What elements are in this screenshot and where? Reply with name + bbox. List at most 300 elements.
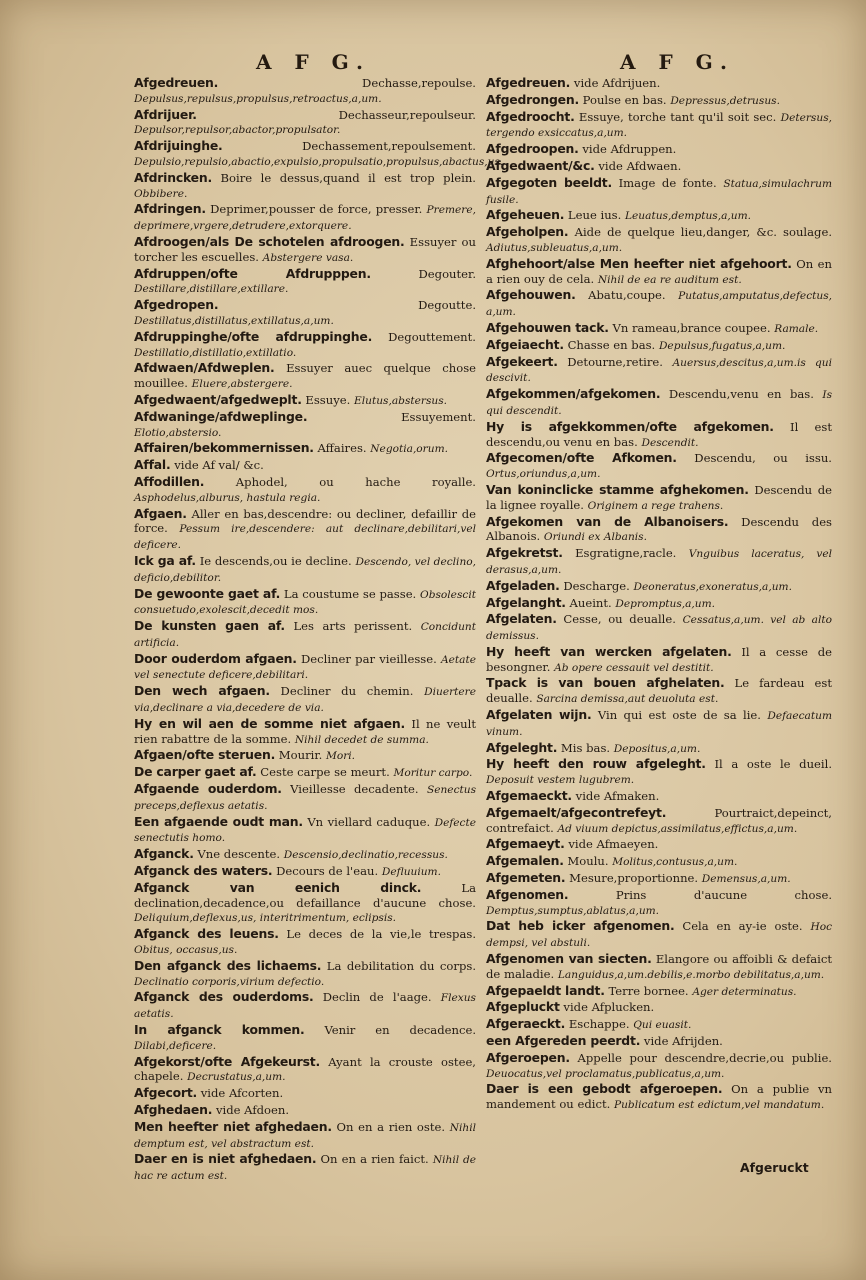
entry-french: On en a rien oste.: [336, 1119, 446, 1134]
entry-headword: Afgedwaent/afgedweplt.: [134, 391, 302, 407]
dictionary-entry: [134, 748, 476, 764]
dictionary-entry: [486, 676, 832, 707]
entry-headword: Den afganck des lichaems.: [134, 957, 322, 973]
entry-french: Image de fonte.: [618, 175, 717, 190]
entry-french: Mourir.: [278, 748, 323, 763]
entry-headword: Afgemeten.: [486, 870, 566, 886]
entry-french: Aueint.: [569, 595, 612, 610]
entry-french: Il ne veult rien rabattre de la somme.: [134, 716, 477, 746]
entry-headword: Afgedrongen.: [486, 91, 579, 107]
dictionary-entry: [134, 361, 476, 392]
entry-french: Aphodel, ou hache royalle.: [235, 474, 476, 489]
dictionary-entry: [486, 854, 832, 870]
entry-headword: Afgemaelt/afgecontrefeyt.: [486, 804, 667, 820]
entry-latin: Descendo, vel declino, deficio,debilitor.: [134, 555, 477, 584]
entry-latin: Vnguibus laceratus, vel derasus,a,um.: [486, 548, 833, 576]
dictionary-entry: [486, 645, 832, 676]
dictionary-entry: [486, 225, 832, 256]
dictionary-entry: [486, 579, 832, 595]
entry-french: Degouter.: [418, 266, 476, 281]
entry-headword: In afganck kommen.: [134, 1022, 305, 1038]
dictionary-entry: [486, 596, 832, 612]
dictionary-entry: [134, 959, 476, 990]
dictionary-entry: [486, 806, 832, 837]
entry-french: Degoutte.: [418, 298, 476, 313]
entry-french: Poulse en bas.: [582, 92, 667, 107]
entry-headword: Afgeholpen.: [486, 224, 569, 240]
entry-french: Eschappe.: [568, 1017, 630, 1032]
entry-headword: Afgelaten wijn.: [486, 707, 592, 723]
entry-french: Decours de l'eau.: [276, 864, 379, 879]
dictionary-entry: [134, 108, 476, 139]
entry-headword: Afgenomen.: [486, 886, 569, 902]
entry-headword: Men heefter niet afghedaen.: [134, 1118, 332, 1134]
entry-headword: De gewoonte gaet af.: [134, 585, 281, 601]
entry-french: Ceste carpe se meurt.: [260, 765, 390, 780]
dictionary-entry: [134, 554, 476, 586]
entry-headword: Afgegoten beeldt.: [486, 174, 613, 190]
dictionary-entry: [134, 441, 476, 457]
dictionary-entry: [134, 330, 476, 361]
dictionary-entry: [134, 267, 476, 298]
entry-french: Chasse en bas.: [567, 337, 656, 352]
entry-headword: Afgelaten.: [486, 611, 557, 627]
entry-french: Leue ius.: [567, 208, 622, 223]
entry-french: Decliner par vieillesse.: [301, 651, 437, 666]
entry-headword: Afgedroopen.: [486, 141, 579, 157]
entry-french: Elangore ou affoibli & defaict de maladie.: [486, 952, 833, 981]
entry-headword: De kunsten gaen af.: [134, 618, 285, 634]
entry-latin: Putatus,amputatus,defectus, a,um.: [486, 290, 833, 319]
dictionary-entry: [134, 782, 476, 814]
entry-french: On en a rien ouy de cela.: [486, 256, 832, 286]
entry-latin: Asphodelus,alburus, hastula regia.: [134, 491, 321, 504]
entry-latin: Sarcina demissa,aut deuoluta est.: [536, 693, 719, 706]
dictionary-entry: [486, 93, 832, 109]
entry-latin: Destillatus,distillatus,extillatus,a,um.: [134, 314, 334, 327]
entry-french: Vin qui est oste de sa lie.: [597, 708, 761, 723]
entry-headword: Den wech afgaen.: [134, 683, 270, 699]
entry-french: Essuyer auec quelque chose mouillee.: [134, 361, 477, 391]
entry-headword: Afganck van eenich dinck.: [134, 879, 422, 895]
entry-latin: Declinatio corporis,virium defectio.: [134, 975, 325, 988]
entry-latin: Senectus preceps,deflexus aetatis.: [134, 784, 477, 812]
entry-latin: Aetate vel senectute deficere,debilitari.: [134, 653, 477, 682]
entry-latin: Destillatio,distillatio,extillatio.: [134, 346, 297, 359]
dictionary-entry: [486, 1034, 832, 1050]
entry-headword: Afgedropen.: [134, 297, 219, 313]
entry-french: Boire le dessus,quand il est trop plein.: [220, 170, 476, 185]
entry-french: Descendu,venu en bas.: [668, 387, 814, 402]
entry-french: Il a cesse de besongner.: [486, 644, 832, 674]
entry-headword: Afgedreuen.: [134, 75, 219, 90]
entry-headword: Afganck des waters.: [134, 863, 273, 879]
entry-french: Deprimer,pousser de force, presser.: [210, 202, 423, 217]
entry-latin: Elotio,abstersio.: [134, 426, 222, 439]
dictionary-entry: [486, 757, 832, 788]
dictionary-entry: [486, 708, 832, 740]
entry-latin: Depressus,detrusus.: [670, 94, 780, 107]
entry-latin: Defecte senectutis homo.: [134, 816, 477, 845]
dictionary-entry: [134, 1152, 476, 1184]
dictionary-entry: [486, 451, 832, 482]
entry-latin: Nihil de ea re auditum est.: [597, 273, 742, 286]
entry-french: Il est descendu,ou venu en bas.: [486, 419, 833, 449]
dictionary-entry: [134, 298, 476, 329]
dictionary-entry: [486, 176, 832, 208]
dictionary-entry: [486, 1000, 832, 1016]
entry-latin: Publicatum est edictum,vel mandatum.: [613, 1099, 825, 1112]
entry-french: Vieillesse decadente.: [290, 782, 419, 797]
dictionary-entry: [486, 919, 832, 951]
entry-latin: Diuertere via,declinare a via,decedere de via.: [134, 686, 477, 715]
entry-latin: Leuatus,demptus,a,um.: [625, 210, 752, 223]
entry-latin: Depulsor,repulsor,abactor,propulsator.: [134, 124, 341, 137]
entry-headword: Daer is een gebodt afgeroepen.: [486, 1081, 723, 1097]
entry-latin: Cessatus,a,um. vel ab alto demissus.: [486, 614, 833, 643]
dictionary-entry: [486, 515, 832, 546]
entry-french: Aide de quelque lieu,danger, &c. soulage.: [574, 225, 833, 240]
dictionary-entry: [134, 202, 476, 234]
entry-headword: Afgepluckt: [486, 999, 560, 1015]
entry-french: Terre bornee.: [608, 983, 689, 998]
entry-french: Essuyement.: [401, 409, 476, 424]
dictionary-entry: [134, 1055, 476, 1086]
entry-french: Esgratigne,racle.: [575, 546, 677, 561]
entry-headword: Afgeiaecht.: [486, 336, 564, 352]
dictionary-entry: [486, 1082, 832, 1113]
entry-french: Degouttement.: [388, 329, 476, 344]
entry-headword: Afgaen/ofte steruen.: [134, 747, 276, 763]
dictionary-entry: [486, 288, 832, 320]
entry-headword: Hy heeft van wercken afgelaten.: [486, 643, 732, 659]
entry-french: La coustume se passe.: [283, 586, 417, 601]
entry-headword: Afgeroepen.: [486, 1049, 570, 1065]
entry-headword: Affairen/bekommernissen.: [134, 440, 314, 456]
right-column: [486, 76, 832, 1114]
entry-latin: Deposuit vestem lugubrem.: [486, 774, 635, 787]
entry-headword: Afgekretst.: [486, 545, 563, 561]
entry-french: Le fardeau est deualle.: [486, 676, 832, 706]
entry-headword: Afgekommen/afgekomen.: [486, 386, 661, 402]
dictionary-entry: [486, 257, 832, 288]
entry-headword: Afdroogen/als De schotelen afdroogen.: [134, 233, 405, 249]
entry-latin: Moritur carpo.: [393, 767, 473, 780]
entry-headword: Afgemaeyt.: [486, 836, 565, 852]
entry-headword: Afganck.: [134, 846, 194, 862]
entry-french: vide Afdrijuen.: [573, 76, 661, 90]
entry-latin: Mori.: [325, 750, 356, 763]
dictionary-entry: [486, 952, 832, 983]
entry-headword: Affodillen.: [134, 473, 205, 489]
entry-headword: Van koninclicke stamme afghekomen.: [486, 481, 749, 497]
entry-latin: Nihil de hac re actum est.: [134, 1154, 477, 1183]
entry-french: Appelle pour descendre,decrie,ou publie.: [577, 1050, 832, 1065]
entry-french: Declin de l'aage.: [322, 990, 432, 1005]
entry-french: Cela en ay-ie oste.: [682, 919, 803, 934]
dictionary-entry: [486, 387, 832, 419]
entry-latin: Concidunt artificia.: [134, 621, 476, 649]
entry-headword: Afgepaeldt landt.: [486, 982, 605, 998]
entry-latin: Descensio,declinatio,recessus.: [283, 849, 448, 862]
dictionary-entry: [134, 458, 476, 474]
entry-latin: Auersus,descitus,a,um.is qui descivit.: [486, 356, 833, 385]
entry-headword: Afgelanght.: [486, 594, 566, 610]
entry-latin: Deuocatus,vel proclamatus,publicatus,a,um.: [486, 1067, 725, 1080]
entry-french: Decliner du chemin.: [280, 684, 414, 699]
entry-headword: Afgedreuen.: [486, 75, 571, 90]
entry-headword: Daer en is niet afghedaen.: [134, 1151, 317, 1167]
entry-headword: Door ouderdom afgaen.: [134, 650, 297, 666]
entry-headword: Affal.: [134, 457, 171, 473]
entry-french: On a publie vn mandement ou edict.: [486, 1082, 833, 1112]
entry-french: Il a oste le dueil.: [714, 757, 833, 772]
dictionary-entry: [134, 138, 504, 170]
entry-french: Moulu.: [567, 854, 609, 869]
entry-headword: Afgemaeckt.: [486, 788, 572, 804]
entry-headword: Afgemalen.: [486, 853, 564, 869]
entry-french: vide Afdoen.: [215, 1103, 290, 1117]
entry-french: vide Afcorten.: [200, 1086, 284, 1101]
entry-latin: Nihil decedet de summa.: [294, 733, 429, 746]
entry-latin: Detersus, tergendo exsiccatus,a,um.: [486, 111, 832, 140]
dictionary-entry: [486, 321, 832, 337]
entry-french: Pourtraict,depeinct, contrefaict.: [486, 805, 832, 835]
entry-latin: Depulsio,repulsio,abactio,expulsio,propulsatio,propulsus,abactus,us.: [134, 155, 504, 168]
dictionary-entry: [486, 338, 832, 354]
entry-french: Vn viellard caduque.: [307, 814, 431, 829]
entry-headword: Afgekomen van de Albanoisers.: [486, 513, 729, 529]
entry-headword: Afgeladen.: [486, 577, 560, 593]
entry-headword: Afgekorst/ofte Afgekeurst.: [134, 1053, 320, 1069]
entry-french: Ayant la crouste ostee, chapele.: [134, 1054, 476, 1084]
entry-headword: Afgeraeckt.: [486, 1016, 566, 1032]
entry-latin: Depositus,a,um.: [613, 742, 701, 755]
catchword: Afgeruckt: [740, 1160, 809, 1175]
entry-latin: Molitus,contusus,a,um.: [612, 856, 738, 869]
entry-latin: Negotia,orum.: [370, 443, 448, 456]
entry-french: vide Afdruppen.: [582, 142, 677, 157]
entry-headword: Afghehoort/alse Men heefter niet afgehoort.: [486, 255, 792, 271]
dictionary-entry: [134, 765, 476, 781]
left-column: [134, 75, 504, 1185]
dictionary-entry: [134, 990, 476, 1022]
entry-headword: Tpack is van bouen afghelaten.: [486, 675, 725, 691]
entry-french: Venir en decadence.: [324, 1023, 477, 1038]
entry-french: Prins d'aucune chose.: [615, 887, 832, 902]
entry-french: La debilitation du corps.: [326, 958, 477, 973]
dictionary-entry: [486, 1051, 832, 1082]
dictionary-entry: [134, 815, 476, 847]
entry-french: Descendu, ou issu.: [694, 451, 832, 466]
dictionary-entry: [486, 159, 832, 175]
entry-french: Essuyer ou torcher les escuelles.: [134, 234, 477, 264]
entry-headword: Afgaende ouderdom.: [134, 781, 282, 797]
entry-headword: Hy en wil aen de somme niet afgaen.: [134, 715, 405, 731]
dictionary-entry: [134, 864, 476, 880]
entry-french: Descharge.: [563, 578, 630, 593]
dictionary-entry: [486, 1017, 832, 1033]
entry-headword: Afdrijuinghe.: [134, 138, 223, 154]
dictionary-entry: [134, 881, 476, 926]
entry-headword: Dat heb icker afgenomen.: [486, 918, 675, 934]
entry-latin: Flexus aetatis.: [134, 992, 476, 1021]
entry-french: Essuye, torche tant qu'il soit sec.: [578, 109, 777, 124]
dictionary-entry: [134, 507, 476, 553]
dictionary-entry: [486, 984, 832, 1000]
dictionary-entry: [486, 420, 832, 451]
entry-headword: De carper gaet af.: [134, 764, 257, 780]
dictionary-entry: [134, 847, 476, 863]
entry-french: Mis bas.: [560, 740, 611, 755]
entry-headword: Afdruppen/ofte Afdrupppen.: [134, 265, 371, 281]
running-head-right: A F G.: [620, 50, 735, 74]
entry-french: vide Afmaken.: [575, 789, 660, 804]
entry-latin: Nihil demptum est, vel abstractum est.: [134, 1121, 476, 1150]
entry-headword: Afgehouwen tack.: [486, 319, 609, 335]
dictionary-entry: [486, 837, 832, 853]
dictionary-entry: [486, 871, 832, 887]
entry-french: Abatu,coupe.: [588, 288, 666, 303]
dictionary-entry: [134, 171, 476, 202]
entry-headword: Afgecomen/ofte Afkomen.: [486, 450, 677, 466]
entry-latin: Ortus,oriundus,a,um.: [486, 468, 601, 481]
entry-latin: Dilabi,deficere.: [134, 1039, 217, 1052]
entry-latin: Depulsus,fugatus,a,um.: [658, 339, 786, 352]
dictionary-entry: [486, 741, 832, 757]
entry-latin: Defaecatum vinum.: [486, 710, 833, 738]
entry-latin: Demensus,a,um.: [701, 873, 791, 886]
entry-french: Cesse, ou deualle.: [563, 612, 676, 627]
entry-headword: Afdwaen/Afdweplen.: [134, 360, 275, 376]
entry-latin: Languidus,a,um.debilis,e.morbo debilitatus,a,um.: [557, 968, 825, 981]
entry-french: vide Afrijden.: [643, 1034, 723, 1049]
entry-latin: Deoneratus,exoneratus,a,um.: [633, 580, 792, 593]
dictionary-entry: [134, 652, 476, 684]
entry-french: Detourne,retire.: [567, 354, 663, 369]
entry-headword: Hy is afgekkommen/ofte afgekomen.: [486, 418, 774, 434]
dictionary-entry: [134, 927, 476, 958]
running-head-left: A F G.: [256, 50, 371, 74]
entry-french: Dechassement,repoulsement.: [302, 139, 476, 154]
dictionary-entry: [134, 1086, 476, 1102]
entry-french: Mesure,proportionne.: [569, 871, 699, 886]
dictionary-entry: [134, 1023, 476, 1054]
entry-latin: Is qui descendit.: [486, 389, 833, 417]
dictionary-entry: [486, 483, 832, 514]
entry-latin: Decrustatus,a,um.: [187, 1071, 286, 1084]
dictionary-entry: [486, 789, 832, 805]
entry-headword: Afgehouwen.: [486, 287, 576, 303]
entry-latin: Eluere,abstergere.: [191, 378, 293, 391]
entry-latin: Ager determinatus.: [692, 985, 797, 998]
entry-french: Aller en bas,descendre: ou decliner, defaillir de force.: [134, 506, 476, 536]
entry-headword: Afgaen.: [134, 505, 187, 521]
entry-latin: Destillare,distillare,extillare.: [134, 283, 289, 296]
dictionary-entry: [486, 142, 832, 158]
entry-headword: Afdrincken.: [134, 169, 213, 185]
dictionary-entry: [486, 612, 832, 644]
dictionary-entry: [486, 355, 832, 387]
entry-latin: Defluuium.: [381, 866, 441, 879]
entry-headword: een Afgereden peerdt.: [486, 1033, 641, 1049]
entry-french: Ie descends,ou ie decline.: [199, 553, 352, 568]
entry-headword: Afghedaen.: [134, 1102, 213, 1117]
entry-latin: Ad viuum depictus,assimilatus,effictus,a,um.: [557, 822, 798, 835]
dictionary-entry: [486, 546, 832, 578]
entry-latin: Qui euasit.: [633, 1019, 692, 1032]
dictionary-entry: [134, 393, 476, 409]
dictionary-entry: [486, 110, 832, 142]
entry-headword: Een afgaende oudt man.: [134, 813, 303, 829]
dictionary-entry: [486, 76, 832, 92]
entry-latin: Adiutus,subleuatus,a,um.: [486, 241, 623, 254]
entry-headword: Afdrijuer.: [134, 106, 197, 122]
entry-french: vide Afmaeyen.: [568, 837, 659, 852]
entry-headword: Afdringen.: [134, 201, 206, 217]
entry-french: La declination,decadence,ou defaillance d'aucune chose.: [134, 880, 477, 910]
entry-headword: Afgenomen van siecten.: [486, 951, 652, 967]
entry-french: Vne descente.: [197, 847, 281, 862]
dictionary-entry: [134, 1103, 476, 1119]
dictionary-entry: [486, 888, 832, 919]
entry-french: Descendu de la lignee royalle.: [486, 482, 832, 512]
entry-french: vide Af val/ &c.: [174, 458, 264, 473]
dictionary-entry: [134, 619, 476, 651]
entry-latin: Demptus,sumptus,ablatus,a,um.: [486, 904, 660, 917]
entry-latin: Abstergere vasa.: [262, 251, 354, 264]
dictionary-entry: [134, 76, 476, 107]
dictionary-entry: [134, 475, 476, 506]
entry-latin: Obsolescit consuetudo,exolescit,decedit mos.: [134, 588, 476, 617]
entry-headword: Afdruppinghe/ofte afdruppinghe.: [134, 328, 373, 344]
entry-french: Dechasseur,repoulseur.: [338, 107, 476, 122]
entry-french: Dechasse,repoulse.: [362, 76, 476, 90]
entry-latin: Obitus, occasus,us.: [134, 944, 238, 957]
entry-headword: Afgekeert.: [486, 353, 558, 369]
dictionary-entry: [486, 208, 832, 224]
entry-latin: Depromptus,a,um.: [615, 597, 716, 610]
entry-french: Descendu des Albanois.: [486, 514, 832, 544]
entry-latin: Oriundi ex Albanis.: [543, 531, 647, 544]
entry-headword: Afgeheuen.: [486, 207, 565, 223]
entry-latin: Hoc dempsi, vel abstuli.: [486, 921, 833, 950]
entry-headword: Afgedroocht.: [486, 108, 575, 124]
entry-headword: Ick ga af.: [134, 552, 196, 568]
entry-french: Affaires.: [317, 441, 367, 456]
entry-headword: Afganck des leuens.: [134, 926, 279, 942]
entry-headword: Afgecort.: [134, 1085, 198, 1101]
entry-headword: Afgedwaent/&c.: [486, 157, 595, 173]
entry-headword: Hy heeft den rouw afgeleght.: [486, 756, 706, 772]
entry-latin: Pessum ire,descendere: aut declinare,debilitari,vel deficere.: [134, 523, 476, 552]
entry-latin: Descendit.: [641, 436, 699, 449]
entry-latin: Depulsus,repulsus,propulsus,retroactus,a,um.: [134, 92, 382, 105]
dictionary-entry: [134, 410, 476, 441]
dictionary-entry: [134, 235, 476, 266]
entry-latin: Statua,simulachrum fusile.: [486, 177, 832, 206]
entry-french: On en a rien faict.: [320, 1152, 429, 1167]
entry-french: vide Afdwaen.: [598, 158, 682, 173]
entry-headword: Afgeleght.: [486, 739, 558, 755]
entry-french: vide Afplucken.: [563, 1000, 655, 1015]
dictionary-entry: [134, 717, 476, 748]
entry-latin: Deliquium,deflexus,us, interitrimentum, eclipsis.: [134, 912, 397, 925]
entry-french: Essuye.: [305, 392, 351, 407]
entry-latin: Originem a rege trahens.: [587, 499, 724, 512]
dictionary-entry: [134, 1120, 476, 1152]
entry-latin: Ramale.: [774, 322, 819, 335]
